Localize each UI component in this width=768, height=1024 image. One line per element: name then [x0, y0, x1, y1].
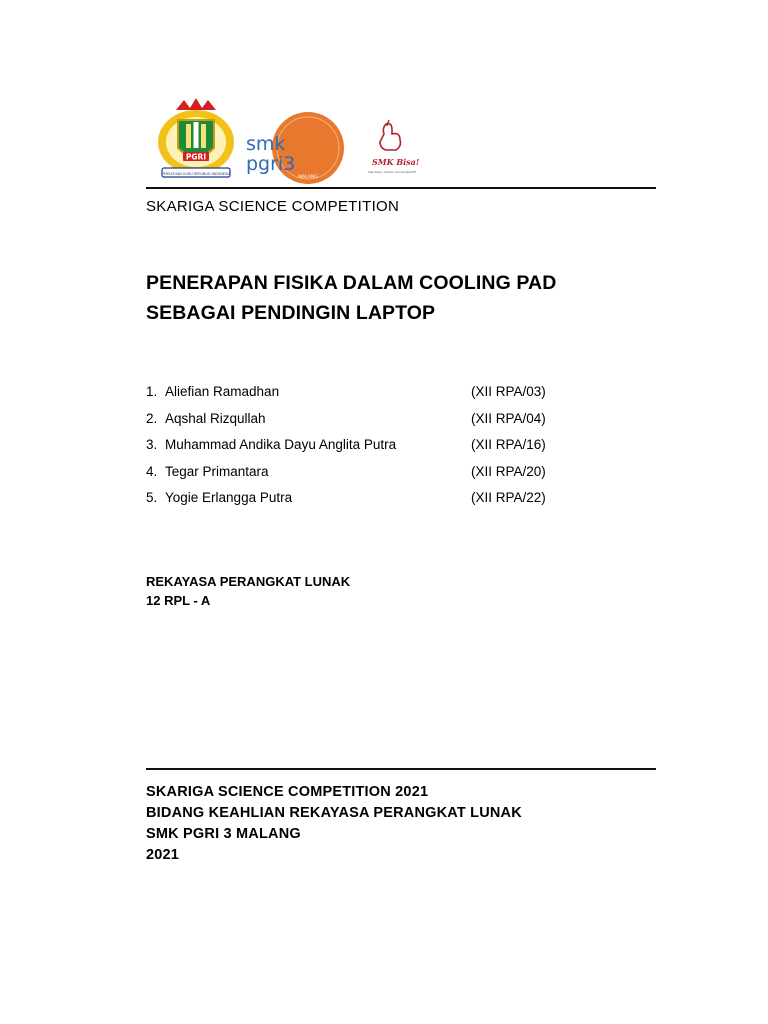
smk-logo-word: smk	[246, 133, 286, 155]
member-class: (XII RPA/22)	[471, 490, 546, 506]
member-item	[146, 437, 566, 464]
member-class: (XII RPA/04)	[471, 410, 546, 426]
competition-label: SKARIGA SCIENCE COMPETITION	[146, 198, 400, 215]
member-item	[146, 411, 566, 438]
member-name: Tegar Primantara	[165, 463, 269, 479]
footer-block	[146, 782, 522, 866]
member-name: Aqshal Rizqullah	[165, 410, 266, 426]
member-item	[146, 490, 566, 517]
member-number: 2.	[146, 410, 158, 426]
member-number: 5.	[146, 490, 158, 506]
member-class: (XII RPA/20)	[471, 463, 546, 479]
member-name: Muhammad Andika Dayu Anglita Putra	[165, 437, 397, 453]
smk-logo-city: MALANG	[298, 175, 318, 180]
pgri-logo	[158, 98, 234, 177]
footer-line-1: SKARIGA SCIENCE COMPETITION 2021	[146, 784, 429, 800]
member-number: 4.	[146, 463, 158, 479]
document-title	[146, 268, 556, 328]
member-class: (XII RPA/03)	[471, 384, 546, 399]
logos-svg	[156, 98, 426, 184]
member-list	[146, 384, 566, 517]
footer-line-2: BIDANG KEAHLIAN REKAYASA PERANGKAT LUNAK	[146, 805, 522, 821]
member-name: Aliefian Ramadhan	[165, 384, 280, 399]
footer-line-3: SMK PGRI 3 MALANG	[146, 826, 301, 842]
title-line-1: PENERAPAN FISIKA DALAM COOLING PAD	[146, 272, 557, 294]
program-block	[146, 572, 350, 610]
member-item	[146, 384, 566, 411]
top-divider	[146, 187, 656, 189]
pgri-emblem-text: PGRI	[185, 152, 207, 162]
bottom-divider	[146, 768, 656, 770]
smk-bisa-logo	[368, 120, 420, 174]
program-major: REKAYASA PERANGKAT LUNAK	[146, 574, 351, 589]
pgri-banner-text: PERSATUAN GURU REPUBLIK INDONESIA	[161, 172, 231, 176]
footer-line-4: 2021	[146, 847, 180, 863]
member-class: (XII RPA/16)	[471, 437, 546, 453]
program-class-group: 12 RPL - A	[146, 593, 211, 608]
member-name: Yogie Erlangga Putra	[165, 490, 293, 506]
logo-strip	[156, 98, 426, 184]
smk-pgri3-logo	[246, 112, 344, 184]
member-number: 3.	[146, 437, 158, 453]
smk-bisa-text: SMK Bisa!	[372, 157, 420, 167]
member-number: 1.	[146, 384, 158, 399]
smk-bisa-tagline: Siap Kerja, Cerdas, dan Kompetitif	[368, 170, 416, 174]
title-line-2: SEBAGAI PENDINGIN LAPTOP	[146, 302, 436, 324]
pgri3-logo-word: pgri3	[246, 153, 296, 175]
member-item	[146, 464, 566, 491]
